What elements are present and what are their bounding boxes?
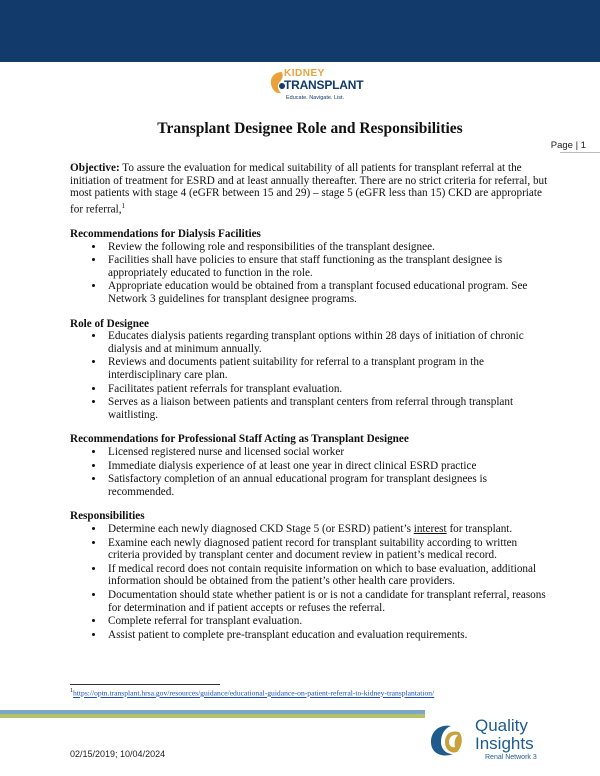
- section-heading-responsibilities: Responsibilities: [70, 510, 145, 523]
- list-item: • Facilitates patient referrals for transplant evaluation.: [105, 383, 550, 396]
- list-item: • Immediate dialysis experience of at least one year in direct clinical ESRD practice: [105, 460, 550, 473]
- page-number: Page | 1: [550, 140, 586, 151]
- objective-paragraph: [70, 162, 550, 216]
- brand-line1: Quality: [475, 716, 528, 735]
- section-heading-staff: Recommendations for Professional Staff Acting as Transplant Designee: [70, 433, 409, 446]
- item-text: Determine each newly diagnosed CKD Stage 5 (or ESRD) patient’s: [108, 522, 414, 535]
- role-list: [70, 330, 550, 421]
- objective-text: To assure the evaluation for medical suitability of all patients for transplant referral at the initiation of treatment for ESRD and at least annually thereafter. There are no strict criteria for referral, but most patients with stage 4 (eGFR between 15 and 29) – stage 5 (eGFR less than 15) CKD are appropriate for referral,: [70, 162, 548, 216]
- facilities-list: [70, 241, 550, 306]
- section-heading-facilities: Recommendations for Dialysis Facilities: [70, 228, 261, 241]
- header-bar: [0, 0, 600, 62]
- list-item: • If medical record does not contain requisite information on which to base evaluation, additional information should be obtained from the patient’s other health care providers.: [105, 563, 550, 588]
- interest-underlined: interest: [413, 522, 447, 535]
- quality-insights-logo: [427, 714, 597, 766]
- brand-line2: Insights: [475, 734, 534, 753]
- kidney-transplant-logo: [268, 68, 364, 110]
- footnote-divider: [70, 684, 220, 685]
- footnote: [70, 688, 434, 698]
- list-item: • Assist patient to complete pre-transplant education and evaluation requirements.: [105, 629, 550, 642]
- document-body: [70, 162, 550, 653]
- list-item: • Examine each newly diagnosed patient record for transplant suitability according to written criteria provided by transplant center and document review in patient’s medical record.: [105, 537, 550, 562]
- logo-line1: KIDNEY: [284, 68, 325, 79]
- list-item: • Reviews and documents patient suitability for referral to a transplant program in the interdisciplinary care plan.: [105, 356, 550, 381]
- section-heading-role: Role of Designee: [70, 317, 149, 330]
- list-item: • Licensed registered nurse and licensed social worker: [105, 446, 550, 459]
- responsibilities-list: [70, 523, 550, 641]
- footnote-reference[interactable]: 1: [121, 201, 126, 210]
- list-item: • Complete referral for transplant evaluation.: [105, 615, 550, 628]
- list-item: [105, 523, 550, 536]
- objective-label: Objective:: [70, 162, 120, 174]
- list-item: • Facilities shall have policies to ensure that staff functioning as the transplant designee is appropriately educated to function in the role.: [105, 254, 550, 279]
- revision-date: 02/15/2019; 10/04/2024: [70, 749, 166, 759]
- item-text: for transplant.: [446, 522, 513, 535]
- list-item: • Appropriate education would be obtained from a transplant focused educational program. See Network 3 guidelines for transplant designee programs.: [105, 280, 550, 305]
- quality-insights-logo-icon: [427, 720, 467, 760]
- logo-line2: TRANSPLANT: [284, 78, 364, 92]
- staff-list: [70, 446, 550, 498]
- page-number-rule: [560, 152, 600, 153]
- document-title: Transplant Designee Role and Responsibilities: [157, 120, 463, 137]
- list-item: • Educates dialysis patients regarding transplant options within 28 days of initiation of chronic dialysis and at minimum annually.: [105, 330, 550, 355]
- brand-line3: Renal Network 3: [485, 754, 537, 761]
- list-item: • Documentation should state whether patient is or is not a candidate for transplant referral, reasons for determination and if patient accepts or refuses the referral.: [105, 589, 550, 614]
- logo-tagline: Educate. Navigate. List.: [286, 95, 345, 101]
- list-item: • Serves as a liaison between patients and transplant centers from referral through transplant waitlisting.: [105, 396, 550, 421]
- footnote-link[interactable]: https://optn.transplant.hrsa.gov/resources/guidance/educational-guidance-on-patient-referral-to-kidney-transplantation/: [73, 688, 435, 698]
- footnote-marker: 1: [70, 688, 73, 694]
- list-item: • Satisfactory completion of an annual educational program for transplant designees is recommended.: [105, 473, 550, 498]
- footer-green-bar: [0, 714, 425, 718]
- list-item: • Review the following role and responsibilities of the transplant designee.: [105, 241, 550, 254]
